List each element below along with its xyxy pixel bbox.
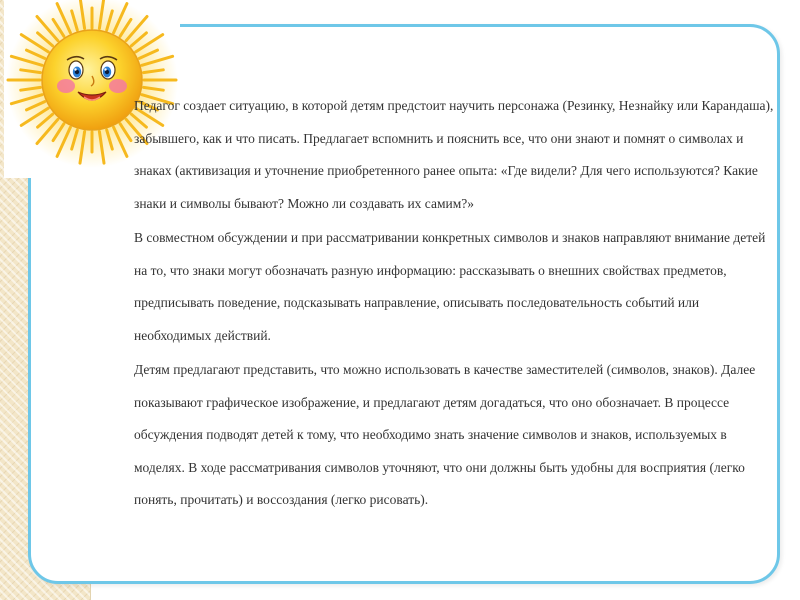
content-text [134,90,774,519]
paragraph-substitutes: Детям предлагают представить, что можно использовать в качестве заместителей (символов, знаков). Далее показывают графическое изображение, и предлагают детям догадаться, что оно обозначает. В процессе обсуждения подводят детей к тому, что необходимо знать значение символов и знаков, используемых в моделях. В ходе рассматривания символов уточняют, что они должны быть удобны для восприятия (легко понять, прочитать) и воссоздания (легко рисовать). [134,361,756,508]
paragraph-discussion: В совместном обсуждении и при рассматривании конкретных символов и знаков направляют внимание детей на то, что знаки могут обозначать разную информацию: рассказывать о внешних свойствах предметов, предписывать поведение, подсказывать направление, описывать последовательность событий или необходимых действий. [134,229,766,343]
paragraph-intro: Педагог создает ситуацию, в которой детям предстоит научить персонажа (Резинку, Незнайку или Карандаша), забывшего, как и что писать. Предлагает вспомнить и пояснить все, что они знают и помнят о символах и знаках (активизация и уточнение приобретенного ранее опыта: «Где видели? Для чего используются? Какие знаки и символы бывают? Можно ли создавать их самим?» [134,98,774,211]
